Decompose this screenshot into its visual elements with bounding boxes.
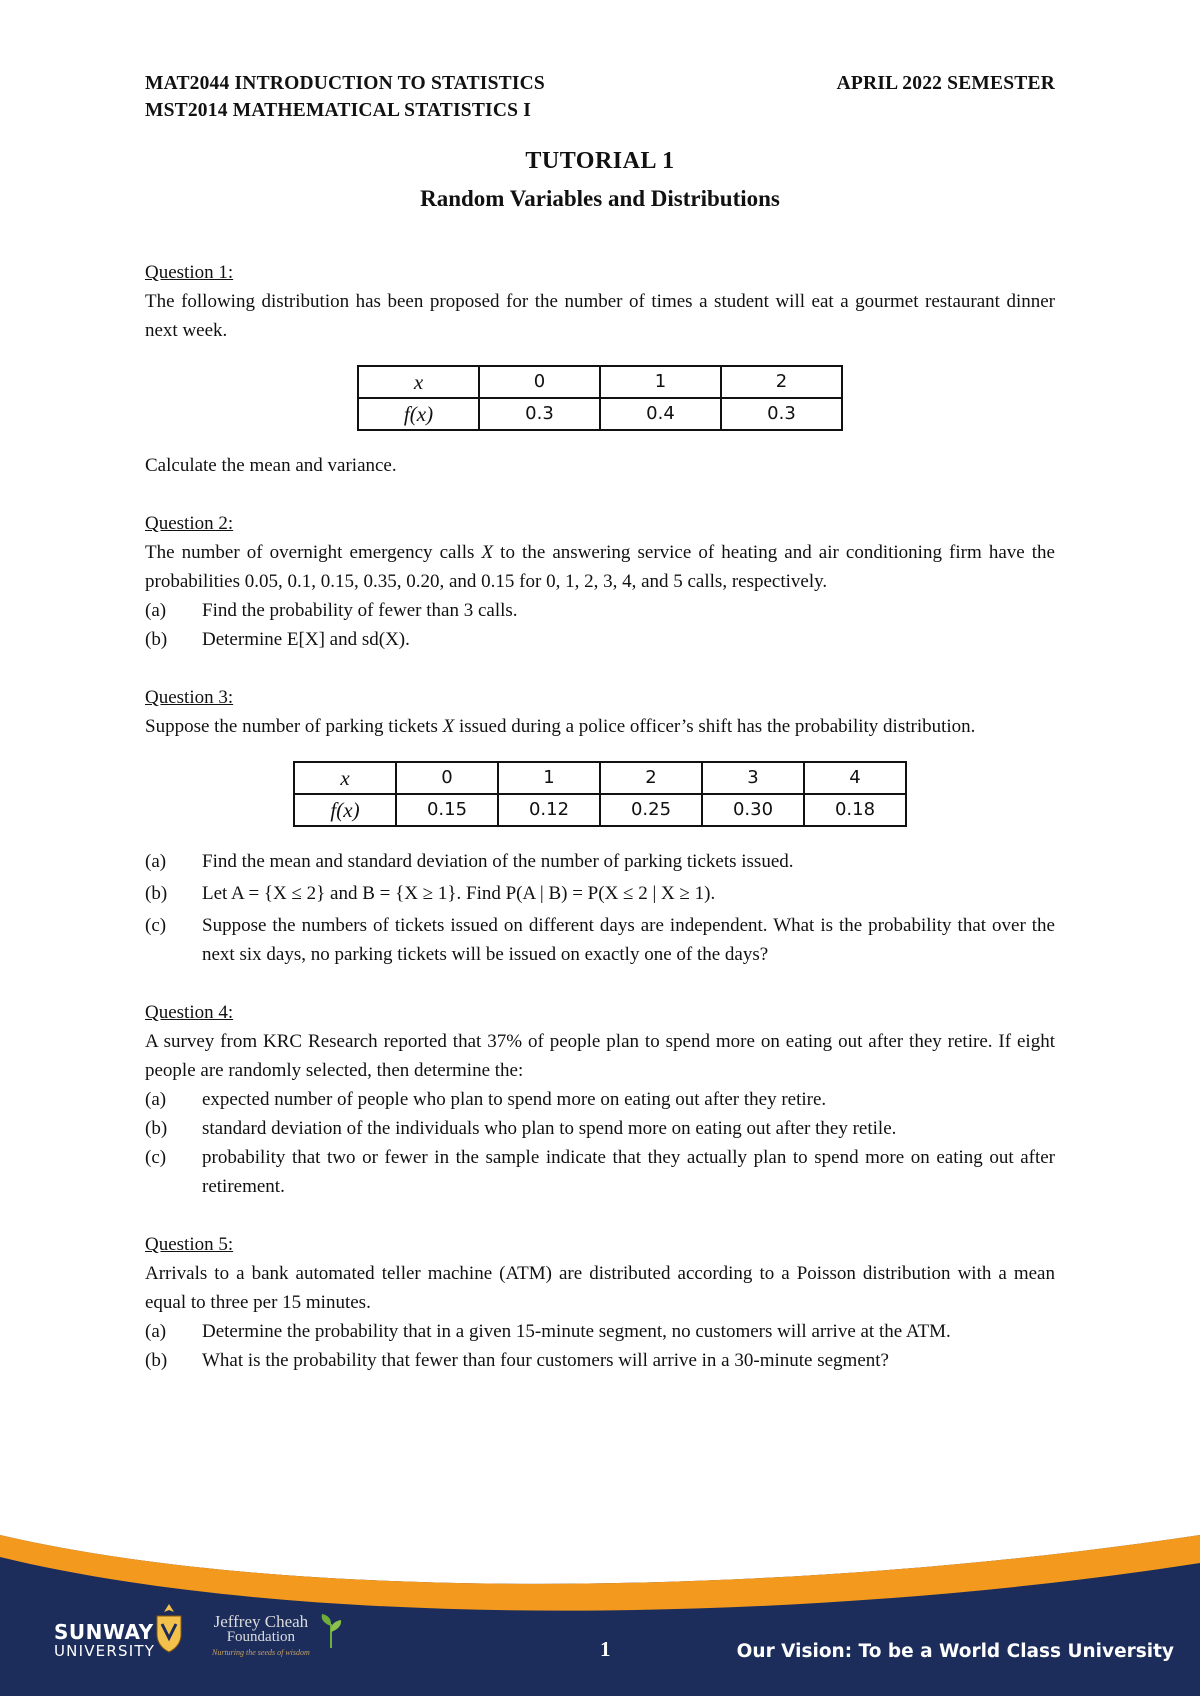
table-cell: 3 (702, 762, 804, 794)
q3-distribution-table (293, 761, 907, 827)
course-code-1: MAT2044 INTRODUCTION TO STATISTICS (145, 73, 545, 94)
q5-heading: Question 5: (145, 1234, 234, 1255)
course-code-2: MST2014 MATHEMATICAL STATISTICS I (145, 100, 532, 121)
table-cell: 1 (498, 762, 600, 794)
q3-text: Suppose the number of parking tickets X issued during a police officer’s shift has the probability distribution. (145, 716, 976, 737)
table-cell: 2 (600, 762, 702, 794)
q2-text: The number of overnight emergency calls X to the answering service of heating and air conditioning firm have the probabilities 0.05, 0.1, 0.15, 0.35, 0.20, and 0.15 for 0, 1, 2, 3, 4, and 5 calls, respectively. (145, 542, 1055, 592)
table-header-fx: f(x) (358, 398, 479, 430)
table-cell: 0.30 (702, 794, 804, 826)
content (145, 258, 1055, 1375)
q5-text: Arrivals to a bank automated teller machine (ATM) are distributed according to a Poisson distribution with a mean equal to three per 15 minutes. (145, 1263, 1055, 1313)
sunway-university-logo: SUNWAY UNIVERSITY (54, 1620, 156, 1660)
table-header-x: x (358, 366, 479, 398)
table-cell: 1 (600, 366, 721, 398)
leaf-icon (318, 1612, 344, 1648)
jeffrey-cheah-foundation-logo: Jeffrey Cheah Foundation Nurturing the seeds of wisdom (212, 1612, 310, 1657)
crest-icon (154, 1602, 184, 1654)
table-cell: 0.12 (498, 794, 600, 826)
q3-heading: Question 3: (145, 687, 234, 708)
list-item: (a) Determine the probability that in a given 15-minute segment, no customers will arrive at the ATM. (145, 1321, 951, 1342)
table-row (294, 794, 906, 826)
table-header-x: x (294, 762, 396, 794)
table-cell: 4 (804, 762, 906, 794)
list-item: (c) Suppose the numbers of tickets issued on different days are independent. What is the probability that over the next six days, no parking tickets will be issued on exactly one of the days? (145, 915, 1055, 965)
page-title: TUTORIAL 1 (525, 148, 675, 174)
table-cell: 0.25 (600, 794, 702, 826)
table-cell: 0 (396, 762, 498, 794)
q1-text: The following distribution has been proposed for the number of times a student will eat a gourmet restaurant dinner next week. (145, 291, 1055, 341)
table-cell: 0.4 (600, 398, 721, 430)
vision-statement: Our Vision: To be a World Class University (736, 1641, 1174, 1662)
list-item: (a) Find the mean and standard deviation of the number of parking tickets issued. (145, 851, 794, 872)
table-cell: 0.3 (479, 398, 600, 430)
page-number: 1 (600, 1637, 611, 1661)
q4-heading: Question 4: (145, 1002, 234, 1023)
semester-label: APRIL 2022 SEMESTER (836, 73, 1055, 94)
table-cell: 2 (721, 366, 842, 398)
table-cell: 0 (479, 366, 600, 398)
table-row (294, 762, 906, 794)
list-item: (b) What is the probability that fewer than four customers will arrive in a 30-minute segment? (145, 1350, 889, 1371)
list-item: (c) probability that two or fewer in the sample indicate that they actually plan to spend more on eating out after retirement. (145, 1147, 1055, 1197)
table-row (358, 398, 842, 430)
list-item: (a) Find the probability of fewer than 3 calls. (145, 600, 518, 621)
list-item: (b) Determine E[X] and sd(X). (145, 629, 410, 650)
q1-instruction: Calculate the mean and variance. (145, 455, 397, 476)
q1-distribution-table (357, 365, 843, 431)
q4-text: A survey from KRC Research reported that 37% of people plan to spend more on eating out after they retire. If eight people are randomly selected, then determine the: (145, 1031, 1055, 1081)
variable-x: X (481, 542, 494, 563)
q2-heading: Question 2: (145, 513, 234, 534)
q1-heading: Question 1: (145, 262, 234, 283)
page-subtitle: Random Variables and Distributions (420, 186, 780, 211)
list-item: (b) Let A = {X ≤ 2} and B = {X ≥ 1}. Find P(A | B) = P(X ≤ 2 | X ≥ 1). (145, 883, 716, 904)
table-cell: 0.18 (804, 794, 906, 826)
list-item: (a) expected number of people who plan to spend more on eating out after they retire. (145, 1089, 827, 1110)
header-row-1 (145, 73, 1055, 95)
table-cell: 0.15 (396, 794, 498, 826)
variable-x: X (442, 716, 455, 737)
table-cell: 0.3 (721, 398, 842, 430)
table-header-fx: f(x) (294, 794, 396, 826)
list-item: (b) standard deviation of the individuals who plan to spend more on eating out after they retile. (145, 1118, 897, 1139)
table-row (358, 366, 842, 398)
